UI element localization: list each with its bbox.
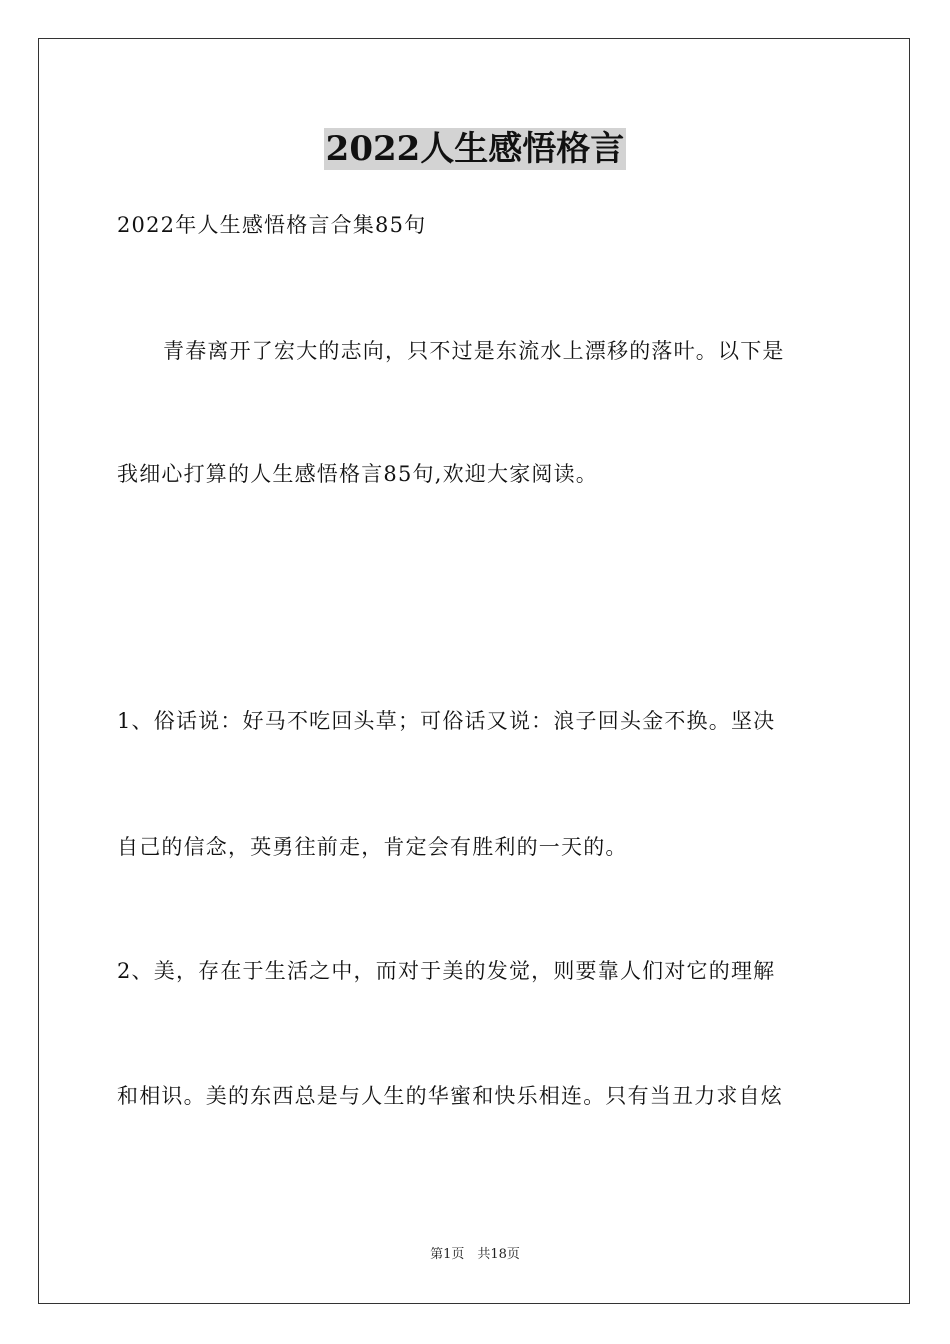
paragraph-line: 我细心打算的人生感悟格言85句,欢迎大家阅读。 (117, 462, 598, 486)
paragraph-line: 2、美，存在于生活之中，而对于美的发觉，则要靠人们对它的理解 (117, 959, 776, 983)
paragraph-line: 青春离开了宏大的志向，只不过是东流水上漂移的落叶。以下是 (163, 339, 785, 363)
paragraph-line: 和相识。美的东西总是与人生的华蜜和快乐相连。只有当丑力求自炫 (117, 1084, 783, 1108)
page-footer: 第1页 共18页 (430, 1247, 520, 1262)
title-container (0, 128, 950, 170)
paragraph-line: 自己的信念，英勇往前走，肯定会有胜利的一天的。 (117, 835, 628, 859)
document-title: 2022人生感悟格言 (325, 129, 625, 169)
document-subtitle: 2022年人生感悟格言合集85句 (117, 213, 427, 237)
paragraph-line: 1、俗话说：好马不吃回头草；可俗话又说：浪子回头金不换。坚决 (117, 709, 776, 733)
